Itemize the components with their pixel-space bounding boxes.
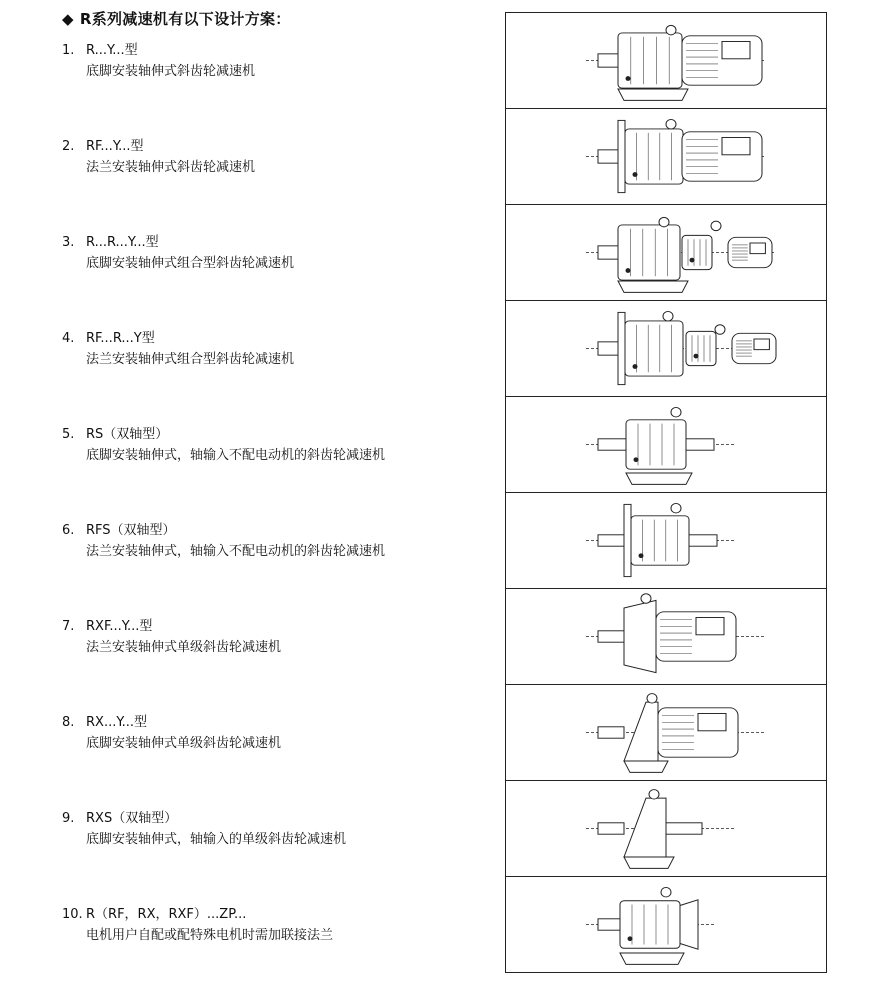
item-number: 5.: [62, 427, 75, 442]
item-title: [62, 329, 482, 349]
item-description: 法兰安装轴伸式斜齿轮减速机: [86, 160, 256, 175]
item-description: 法兰安装轴伸式，轴输入不配电动机的斜齿轮减速机: [86, 544, 386, 559]
list-item: [62, 41, 482, 83]
item-title: [62, 809, 482, 829]
flange-mounted-double-shaft-icon: [506, 493, 826, 588]
item-description: 法兰安装轴伸式组合型斜齿轮减速机: [86, 352, 295, 367]
drawing-panel: [505, 204, 827, 301]
drawing-panel: [505, 300, 827, 397]
list-item: [62, 713, 482, 755]
drawing-panel: [505, 108, 827, 205]
item-title: [62, 425, 482, 445]
item-model: R...R...Y...型: [86, 235, 159, 250]
list-item: [62, 521, 482, 563]
item-number: 1.: [62, 43, 75, 58]
item-title: [62, 521, 482, 541]
item-title: [62, 137, 482, 157]
foot-mounted-double-shaft-icon: [506, 397, 826, 492]
item-number: 6.: [62, 523, 75, 538]
item-description: 法兰安装轴伸式单级斜齿轮减速机: [86, 640, 282, 655]
item-title: [62, 713, 482, 733]
item-title: [62, 905, 482, 925]
drawing-panel: [505, 396, 827, 493]
list-item: [62, 329, 482, 371]
item-description: 底脚安装轴伸式单级斜齿轮减速机: [86, 736, 282, 751]
item-title: [62, 41, 482, 61]
drawing-panel: [505, 684, 827, 781]
with-adapter-flange-icon: [506, 877, 826, 972]
section-title: R系列减速机有以下设计方案：: [79, 10, 291, 28]
item-model: R（RF，RX，RXF）...ZP...: [86, 907, 247, 922]
flange-mounted-combined-icon: [506, 301, 826, 396]
drawing-panel: [505, 492, 827, 589]
drawing-panel: [505, 780, 827, 877]
item-model: R...Y...型: [86, 43, 138, 58]
item-title: [62, 233, 482, 253]
item-description: 电机用户自配或配特殊电机时需加联接法兰: [86, 928, 334, 943]
item-model: RXF...Y...型: [86, 619, 153, 634]
foot-mounted-combined-icon: [506, 205, 826, 300]
section-heading: [62, 8, 291, 29]
single-stage-double-shaft-icon: [506, 781, 826, 876]
item-number: 10.: [62, 907, 83, 922]
item-number: 3.: [62, 235, 75, 250]
drawing-panel: [505, 588, 827, 685]
item-number: 7.: [62, 619, 75, 634]
drawing-panel: [505, 12, 827, 109]
item-model: RF...Y...型: [86, 139, 144, 154]
single-stage-flange-with-motor-icon: [506, 589, 826, 684]
item-number: 8.: [62, 715, 75, 730]
item-description: 底脚安装轴伸式斜齿轮减速机: [86, 64, 256, 79]
diamond-bullet-icon: ◆: [62, 10, 74, 28]
item-model: RF...R...Y型: [86, 331, 155, 346]
single-stage-foot-with-motor-icon: [506, 685, 826, 780]
item-model: RFS（双轴型）: [86, 523, 176, 538]
item-model: RX...Y...型: [86, 715, 148, 730]
item-title: [62, 617, 482, 637]
flange-mounted-with-motor-icon: [506, 109, 826, 204]
list-item: [62, 233, 482, 275]
foot-mounted-with-motor-icon: [506, 13, 826, 108]
item-number: 2.: [62, 139, 75, 154]
item-description: 底脚安装轴伸式，轴输入不配电动机的斜齿轮减速机: [86, 448, 386, 463]
item-number: 9.: [62, 811, 75, 826]
item-description: 底脚安装轴伸式组合型斜齿轮减速机: [86, 256, 295, 271]
item-number: 4.: [62, 331, 75, 346]
list-item: [62, 425, 482, 467]
list-item: [62, 137, 482, 179]
item-model: RS（双轴型）: [86, 427, 169, 442]
item-model: RXS（双轴型）: [86, 811, 178, 826]
list-item: [62, 809, 482, 851]
drawing-panel: [505, 876, 827, 973]
item-description: 底脚安装轴伸式，轴输入的单级斜齿轮减速机: [86, 832, 347, 847]
list-item: [62, 905, 482, 947]
list-item: [62, 617, 482, 659]
